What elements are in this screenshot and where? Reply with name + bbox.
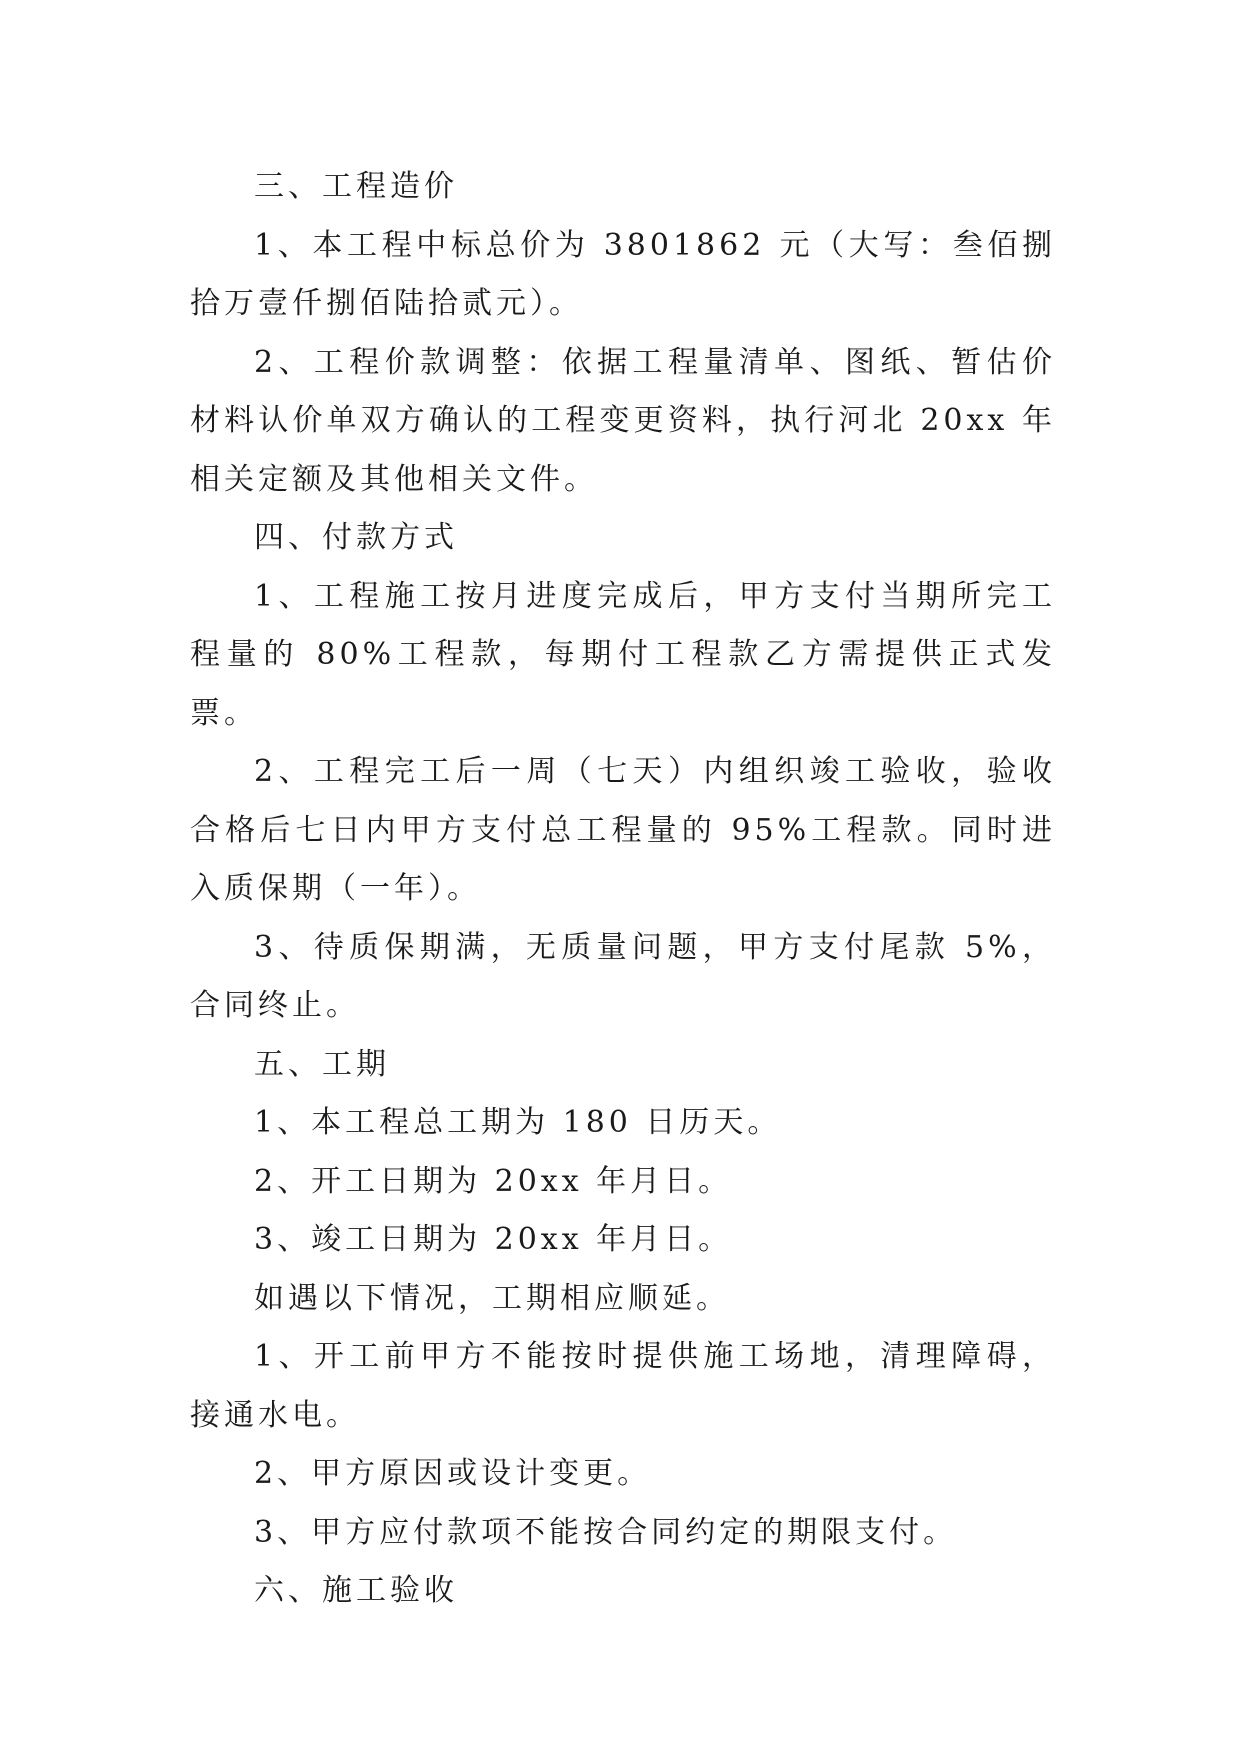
paragraph-extension-design: 2、甲方原因或设计变更。 xyxy=(254,1456,652,1491)
paragraph-final-payment: 3、待质保期满，无质量问题，甲方支付尾款 5%，合同终止。 xyxy=(190,929,1056,1023)
section-heading-payment: 四、付款方式 xyxy=(254,520,458,555)
paragraph-bid-price: 1、本工程中标总价为 3801862 元（大写：叁佰捌拾万壹仟捌佰陆拾贰元）。 xyxy=(190,227,1056,321)
paragraph-total-duration: 1、本工程总工期为 180 日历天。 xyxy=(254,1105,782,1140)
paragraph-completion-payment: 2、工程完工后一周（七天）内组织竣工验收，验收合格后七日内甲方支付总工程量的 95%工程款。同时进入质保期（一年）。 xyxy=(190,754,1056,906)
paragraph-price-adjustment: 2、工程价款调整：依据工程量清单、图纸、暂估价材料认价单双方确认的工程变更资料，执行河北 20xx 年相关定额及其他相关文件。 xyxy=(190,344,1056,497)
document-body xyxy=(190,158,1056,1621)
paragraph-monthly-payment: 1、工程施工按月进度完成后，甲方支付当期所完工程量的 80%工程款，每期付工程款乙方需提供正式发票。 xyxy=(190,578,1056,731)
paragraph-completion-date: 3、竣工日期为 20xx 年月日。 xyxy=(254,1222,733,1257)
paragraph-extension-payment: 3、甲方应付款项不能按合同约定的期限支付。 xyxy=(254,1514,958,1550)
paragraph-start-date: 2、开工日期为 20xx 年月日。 xyxy=(254,1163,733,1199)
paragraph-extension-site: 1、开工前甲方不能按时提供施工场地，清理障碍，接通水电。 xyxy=(190,1339,1056,1433)
section-heading-cost: 三、工程造价 xyxy=(254,169,458,204)
section-heading-acceptance: 六、施工验收 xyxy=(254,1573,458,1608)
section-heading-schedule: 五、工期 xyxy=(254,1046,390,1082)
paragraph-extension-intro: 如遇以下情况，工期相应顺延。 xyxy=(254,1280,730,1316)
